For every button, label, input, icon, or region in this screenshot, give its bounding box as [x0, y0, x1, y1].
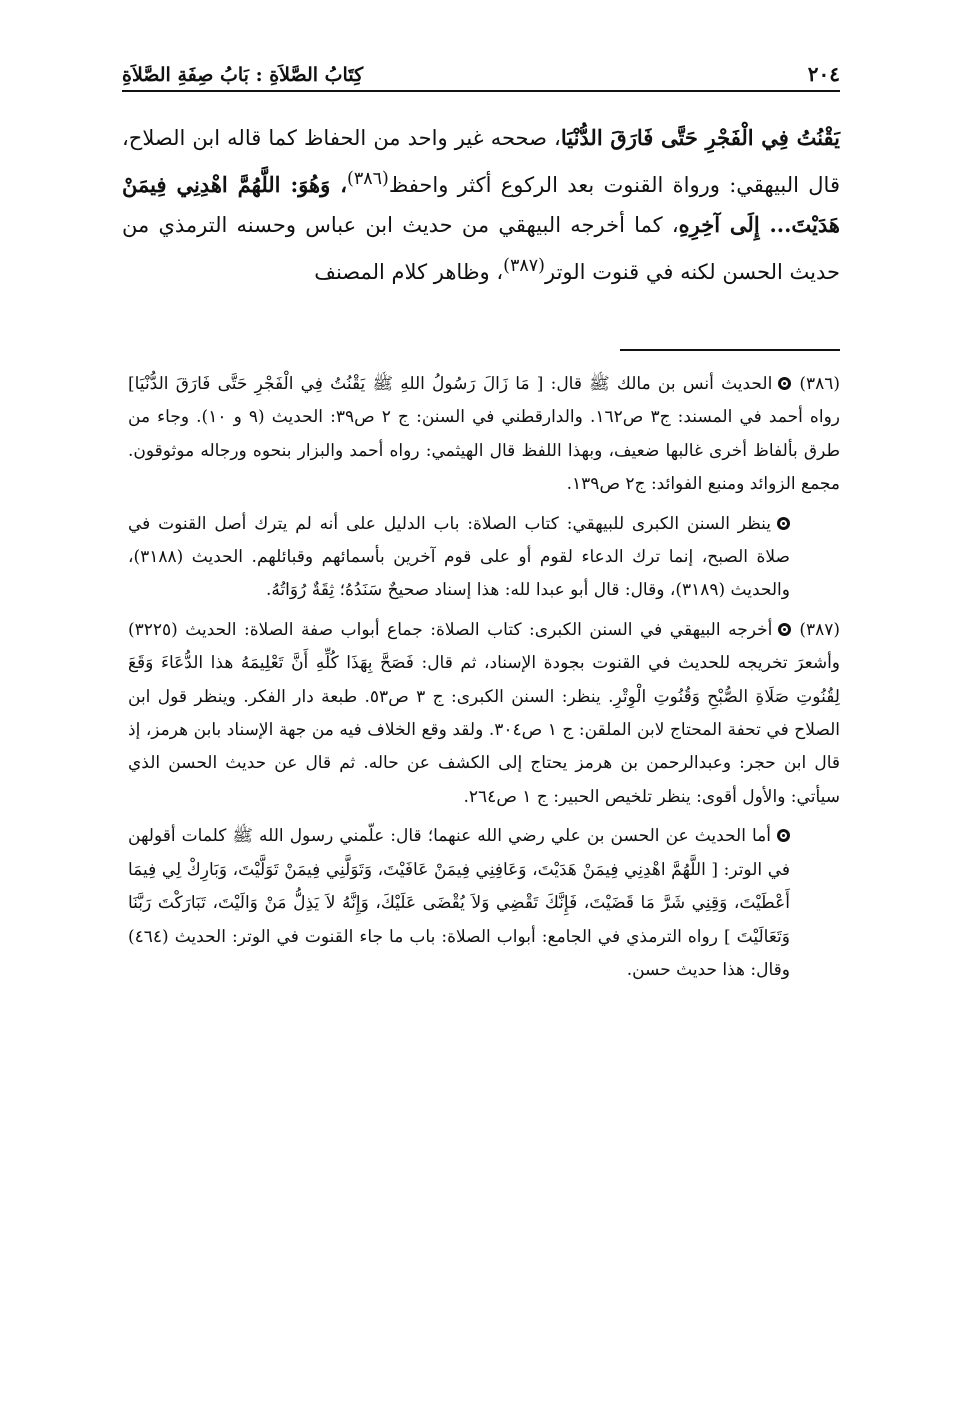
body-text: ، كما أخرجه البيهقي من حديث ابن عباس وحسنه الترمذي من حديث الحسن لكنه في قنوت الوتر — [122, 213, 840, 284]
page-number: ٢٠٤ — [807, 62, 840, 86]
footnote-ref-387[interactable]: (٣٨٧) — [503, 255, 545, 276]
footnote-number: (٣٨٦) — [799, 374, 840, 394]
footnote-number: (٣٨٧) — [799, 619, 840, 640]
bullet-icon — [777, 829, 790, 842]
footnote-divider — [620, 349, 840, 351]
main-paragraph — [122, 118, 840, 292]
bullet-icon — [777, 517, 790, 530]
bullet-icon — [778, 377, 791, 390]
bullet-icon — [778, 623, 791, 636]
chapter-title: كِتَابُ الصَّلاَةِ : بَابُ صِفَةِ الصَّلاَةِ — [122, 64, 364, 86]
footnote-387-sub — [128, 820, 840, 987]
hadith-quote: يَقْنُتُ فِي الْفَجْرِ حَتَّى فَارَقَ الدُّنْيَا — [560, 125, 840, 150]
dua-quote: ، وَهُوَ: اللَّهُمَّ اهْدِنِي فِيمَنْ هَدَيْتَ... إِلَى آخِرِهِ — [122, 171, 840, 237]
footnote-text: الحديث أنس بن مالك ﷺ قال: [ مَا زَالَ رَسُولُ اللهِ ﷺ يَقْنُتُ فِي الْفَجْرِ حَتَّى فَارَقَ الدُّنْيَا] رواه أحمد في المسند: ج٣ ص١٦٢. والدارقطني في السنن: ج ٢ ص٣٩: الحديث (٩ و ١٠). وجاء من طرق بألفاظ أخرى غالبها ضعيف، وبهذا اللفظ قال الهيثمي: رواه أحمد والبزار بنحوه ورجاله موثوقون. مجمع الزوائد ومنبع الفوائد: ج٢ ص١٣٩. — [128, 374, 840, 495]
footnote-text: ينظر السنن الكبرى للبيهقي: كتاب الصلاة: باب الدليل على أنه لم يترك أصل القنوت في صلاة الصبح، إنما ترك الدعاء لقوم أو على قوم آخرين بأسمائهم وقبائلهم. الحديث (٣١٨٨)، والحديث (٣١٨٩)، وقال: قال أبو عبدا لله: هذا إسناد صحيحٌ سَنَدُهُ؛ ثِقَةٌ رُوَاتُهُ. — [128, 513, 790, 601]
main-text — [122, 118, 840, 292]
footnote-text: أما الحديث عن الحسن بن علي رضي الله عنهما؛ قال: علّمني رسول الله ﷺ كلمات أقولهن في الوتر: [ اللَّهُمَّ اهْدِنِي فِيمَنْ هَدَيْتَ، وَعَافِنِي فِيمَنْ عَافَيْتَ، وَتَوَلَّنِي فِيمَنْ تَوَلَّيْتَ، وَبَارِكْ لِي فِيمَا أَعْطَيْتَ، وَقِنِي شَرَّ مَا قَضَيْتَ، فَإِنَّكَ تَقْضِي وَلاَ يُقْضَى عَلَيْكَ، وَإِنَّهُ لاَ يَذِلُّ مَنْ وَالَيْتَ، تَبَارَكْتَ رَبَّنَا وَتَعَالَيْتَ ] رواه الترمذي في الجامع: أبواب الصلاة: باب ما جاء القنوت في الوتر: الحديث (٤٦٤) وقال: هذا حديث حسن. — [128, 826, 790, 980]
footnote-ref-386[interactable]: (٣٨٦) — [346, 168, 389, 189]
body-text: ، صححه غير واحد من الحفاظ كما قاله ابن الصلاح، قال البيهقي: ورواة القنوت بعد الركوع أكثر واحفظ — [122, 126, 840, 197]
footnote-386-sub — [128, 508, 840, 608]
footnote-387 — [128, 614, 840, 814]
footnote-text: أخرجه البيهقي في السنن الكبرى: كتاب الصلاة: جماع أبواب صفة الصلاة: الحديث (٣٢٢٥) وأشعرَ تخريجه للحديث في القنوت بجودة الإسناد، ثم قال: فَصَحَّ بِهَذَا كُلِّهِ أَنَّ تَعْلِيمَهُ هذا الدُّعَاءَ وَقَعَ لِقُنُوتِ صَلَاةِ الصُّبْحِ وَقُنُوتِ الْوِتْرِ. ينظر: السنن الكبرى: ج ٣ ص٥٣. طبعة دار الفكر. وينظر قول ابن الصلاح في تحفة المحتاج لابن الملقن: ج ١ ص٣٠٤. ولقد وقع الخلاف فيه من جهة الإسناد بابن هرمز، إذ قال ابن حجر: وعبدالرحمن بن هرمز يحتاج إلى الكشف عن حاله. ثم قال عن حديث الحسن الذي سيأتي: والأول أقوى: ينظر تلخيص الحبير: ج ١ ص٢٦٤. — [128, 619, 840, 807]
footnote-386 — [128, 368, 840, 502]
body-text: ، وظاهر كلام المصنف — [314, 259, 504, 284]
running-header — [122, 52, 840, 92]
footnotes — [128, 368, 840, 993]
